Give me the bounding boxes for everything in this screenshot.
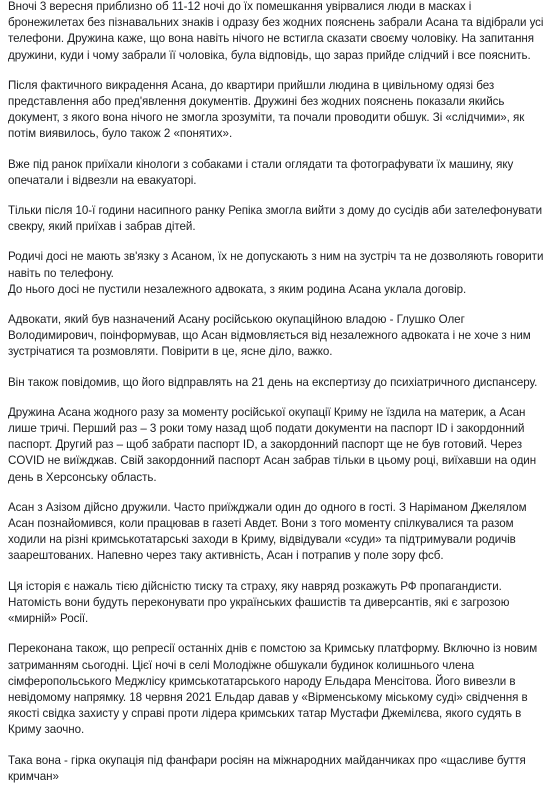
paragraph-text: Ця історія є нажаль тією дійсністю тиску та страху, яку навряд розкажуть РФ пропагандисти. Натомість вони будуть переконувати про українських фашистів та диверсантів, які є загрозою «мирній» Росії. bbox=[8, 579, 510, 626]
paragraph-text: Він також повідомив, що його відправлять на 21 день на експертизу до психіатричного диспансеру. bbox=[8, 375, 538, 389]
paragraph-text: Така вона - гірка окупація під фанфари росіян на міжнародних майданчиках про «щасливе буття кримчан» bbox=[8, 753, 526, 783]
paragraph-text: Вже під ранок приїхали кінологи з собаками і стали оглядати та фотографувати їх машину, яку опечатали і відвезли на евакуаторі. bbox=[8, 157, 514, 187]
paragraph-11 bbox=[8, 641, 547, 738]
paragraph-8 bbox=[8, 405, 547, 486]
paragraph-text: Переконана також, що репресії останніх днів є помстою за Кримську платформу. Включно із новим затриманням сьогодні. Цієї ночі в селі Молодіжне обшукали будинок колишнього члена сімферопольського Меджлісу кримськотатарського народу Ельдара Менсітова. Його вивезли в невідомому напрямку. 18 червня 2021 Ельдар давав у «Вірменському міському суді» свідчення в якості свідка захисту у справі проти лідера кримських татар Мустафи Джемілєва, якого судять в Криму заочно. bbox=[8, 642, 538, 737]
paragraph-5 bbox=[8, 249, 547, 298]
paragraph-text: До нього досі не пустили незалежного адвоката, з яким родина Асана уклала договір. bbox=[8, 282, 467, 296]
paragraph-6 bbox=[8, 312, 547, 361]
paragraph-text: Асан з Азізом дійсно дружили. Часто приїжджали один до одного в гості. З Наріманом Джелялом Асан познайомився, коли працював в газеті Авдет. Вони з того моменту спілкувалися та разом ходили на різні кримськотатарські заходи в Криму, відвідували «суди» та підтримували родичів заарештованих. Напевно через таку активність, Асан і потрапив у поле зору фсб. bbox=[8, 500, 527, 563]
paragraph-text: Дружина Асана жодного разу за моменту російської окупації Криму не їздила на материк, а Асан лише тричі. Перший раз – 3 роки тому назад щоб подати документи на паспорт ID і закордонний паспорт. Другий раз – щоб забрати паспорт ID, а закордонний паспорт ще не був готовий. Через COVID не виїжджав. Свій закордонний паспорт Асан забрав тільки в цьому році, виїхавши на один день в Херсонську область. bbox=[8, 405, 537, 484]
paragraph-10 bbox=[8, 579, 547, 628]
paragraph-text: Тільки після 10-ї години насипного ранку Репіка змогла вийти з дому до сусідів аби зателефонувати свекру, який приїхав і забрав дітей. bbox=[8, 204, 543, 234]
paragraph-9 bbox=[8, 500, 547, 565]
paragraph-1 bbox=[8, 0, 547, 64]
paragraph-4 bbox=[8, 203, 547, 235]
paragraph-text: Адвокати, який був назначений Асану російською окупаційною владою - Глушко Олег Володимирович, поінформував, що Асан відмовляється від незалежного адвоката і не хоче з ним зустрічатися та розмовляти. Повірити в це, ясне діло, важко. bbox=[8, 313, 531, 359]
paragraph-2 bbox=[8, 78, 547, 143]
paragraph-text: Після фактичного викрадення Асана, до квартири прийшли людина в цивільному одязі без представлення або пред'явлення документів. Дружині без жодних пояснень показали якийсь документ, з якого вона нічого не змогла зрозуміти, та почали проводити обшук. Зі «слідчими», як потім виявилось, було також 2 «понятих». bbox=[8, 78, 525, 141]
paragraph-text: Вночі 3 вересня приблизно об 11-12 ночі до їх помешкання увірвалися люди в масках і бронежилетах без пізнавальних знаків і одразу без жодних пояснень забрали Асана та відібрали усі телефони. Дружина каже, що вона навіть нічого не встигла сказати своєму чоловіку. На запитання дружини, куди і чому забрали її чоловіка, була відповідь, що зараз прийде слідчий і все пояснить. bbox=[8, 0, 544, 62]
paragraph-text: Родичі досі не мають зв'язку з Асаном, їх не допускають з ним на зустріч та не дозволяють говорити навіть по телефону. bbox=[8, 250, 544, 280]
paragraph-3 bbox=[8, 157, 547, 189]
paragraph-12 bbox=[8, 753, 547, 785]
paragraph-7 bbox=[8, 375, 547, 391]
